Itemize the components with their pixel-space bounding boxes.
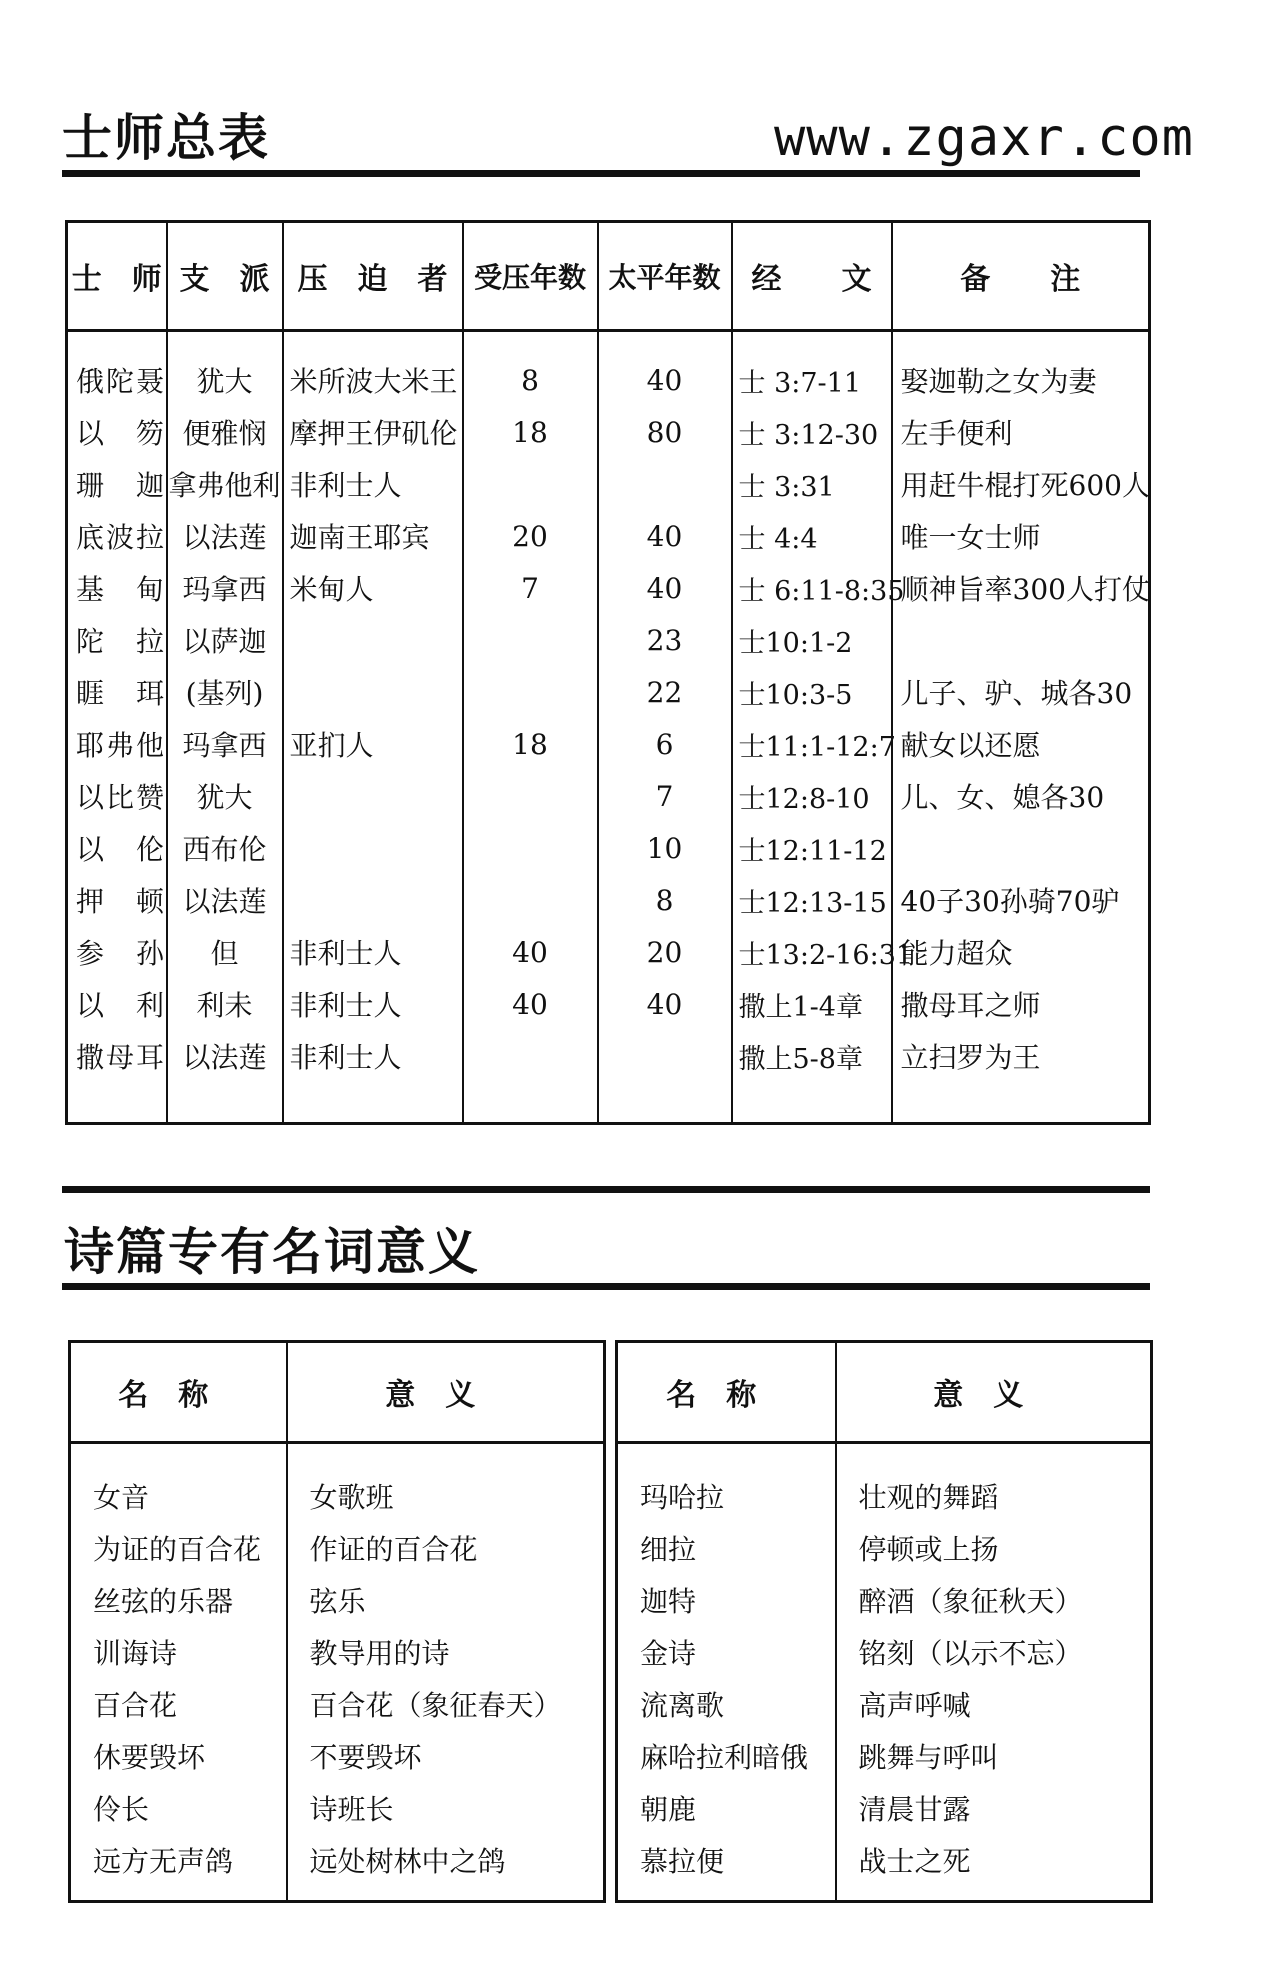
cell-tribe: 以法莲 bbox=[167, 510, 283, 562]
table-row bbox=[67, 614, 1150, 666]
cell-oppression-years: 8 bbox=[463, 331, 598, 407]
cell-name: 伶长 bbox=[70, 1782, 287, 1834]
cell-scripture: 士12:13-15 bbox=[732, 874, 892, 926]
cell-peace-years: 40 bbox=[598, 978, 732, 1030]
cell-peace-years: 6 bbox=[598, 718, 732, 770]
table-header-row bbox=[67, 222, 1150, 331]
cell-peace-years: 22 bbox=[598, 666, 732, 718]
cell-judge: 底波拉 bbox=[67, 510, 167, 562]
table-row bbox=[70, 1626, 605, 1678]
cell-tribe: 西布伦 bbox=[167, 822, 283, 874]
cell-name: 麻哈拉利暗俄 bbox=[617, 1730, 836, 1782]
cell-tribe: 以法莲 bbox=[167, 874, 283, 926]
cell-scripture: 士12:8-10 bbox=[732, 770, 892, 822]
table-row bbox=[70, 1782, 605, 1834]
cell-peace-years: 40 bbox=[598, 331, 732, 407]
cell-judge: 俄陀聂 bbox=[67, 331, 167, 407]
cell-name: 女音 bbox=[70, 1443, 287, 1523]
cell-meaning: 跳舞与呼叫 bbox=[858, 1741, 999, 1774]
cell-notes bbox=[892, 614, 1150, 666]
table-row bbox=[67, 874, 1150, 926]
cell-notes: 撒母耳之师 bbox=[900, 989, 1041, 1022]
table-row bbox=[617, 1522, 1152, 1574]
cell-judge: 撒母耳 bbox=[67, 1030, 167, 1124]
watermark-url: www.zgaxr.com bbox=[774, 108, 1194, 168]
table-row bbox=[67, 978, 1150, 1030]
cell-oppressor bbox=[283, 666, 463, 718]
cell-scripture: 士 4:4 bbox=[732, 510, 892, 562]
cell-oppression-years: 20 bbox=[463, 510, 598, 562]
table-row bbox=[617, 1782, 1152, 1834]
cell-meaning: 百合花（象征春天） bbox=[309, 1689, 562, 1722]
cell-tribe: 以萨迦 bbox=[167, 614, 283, 666]
cell-oppression-years bbox=[463, 874, 598, 926]
section-rule bbox=[62, 170, 1140, 177]
table-row bbox=[67, 1030, 1150, 1124]
cell-judge: 以比赞 bbox=[67, 770, 167, 822]
cell-judge: 基 甸 bbox=[67, 562, 167, 614]
cell-name: 慕拉便 bbox=[617, 1834, 836, 1902]
cell-meaning: 弦乐 bbox=[309, 1585, 366, 1618]
header-meaning: 意义 bbox=[287, 1342, 605, 1443]
cell-tribe: 拿弗他利 bbox=[167, 458, 283, 510]
header-judge: 士 师 bbox=[67, 222, 167, 331]
cell-meaning: 高声呼喊 bbox=[858, 1689, 971, 1722]
cell-oppression-years: 18 bbox=[463, 406, 598, 458]
header-oppression-years: 受压年数 bbox=[463, 222, 598, 331]
header-oppressor: 压 迫 者 bbox=[283, 222, 463, 331]
cell-oppressor bbox=[283, 770, 463, 822]
cell-scripture: 撒上1-4章 bbox=[732, 978, 892, 1030]
table-row bbox=[617, 1574, 1152, 1626]
cell-name: 远方无声鸽 bbox=[70, 1834, 287, 1902]
table-row bbox=[67, 458, 1150, 510]
cell-meaning: 远处树林中之鸽 bbox=[309, 1845, 506, 1878]
cell-oppression-years bbox=[463, 822, 598, 874]
header-peace-years: 太平年数 bbox=[598, 222, 732, 331]
judges-table bbox=[65, 220, 1151, 1125]
table-row bbox=[67, 770, 1150, 822]
cell-oppressor bbox=[283, 874, 463, 926]
cell-meaning: 醉酒（象征秋天） bbox=[858, 1585, 1083, 1618]
table-row bbox=[617, 1678, 1152, 1730]
cell-scripture: 士12:11-12 bbox=[732, 822, 892, 874]
header-name: 名称 bbox=[70, 1342, 287, 1443]
cell-name: 百合花 bbox=[70, 1678, 287, 1730]
cell-notes: 顺神旨率300人打仗 bbox=[900, 573, 1150, 606]
cell-oppressor: 非利士人 bbox=[283, 458, 463, 510]
cell-scripture: 士10:3-5 bbox=[732, 666, 892, 718]
cell-meaning: 女歌班 bbox=[309, 1481, 394, 1514]
table-row bbox=[617, 1730, 1152, 1782]
header-name: 名称 bbox=[617, 1342, 836, 1443]
table-row bbox=[70, 1834, 605, 1902]
cell-judge: 以 笏 bbox=[67, 406, 167, 458]
cell-tribe: 犹大 bbox=[167, 331, 283, 407]
cell-notes: 儿、女、媳各30 bbox=[900, 781, 1105, 814]
cell-tribe: 便雅悯 bbox=[167, 406, 283, 458]
cell-oppressor: 迦南王耶宾 bbox=[283, 510, 463, 562]
cell-name: 流离歌 bbox=[617, 1678, 836, 1730]
cell-meaning: 教导用的诗 bbox=[309, 1637, 450, 1670]
cell-name: 细拉 bbox=[617, 1522, 836, 1574]
cell-scripture: 撒上5-8章 bbox=[732, 1030, 892, 1124]
cell-oppression-years: 40 bbox=[463, 978, 598, 1030]
cell-meaning: 不要毁坏 bbox=[309, 1741, 422, 1774]
cell-notes: 左手便利 bbox=[900, 417, 1013, 450]
cell-notes: 献女以还愿 bbox=[900, 729, 1041, 762]
cell-judge: 以 伦 bbox=[67, 822, 167, 874]
table-row bbox=[70, 1574, 605, 1626]
header-tribe: 支 派 bbox=[167, 222, 283, 331]
cell-notes: 立扫罗为王 bbox=[900, 1041, 1041, 1074]
table-row bbox=[67, 562, 1150, 614]
cell-meaning: 清晨甘露 bbox=[858, 1793, 971, 1826]
section-rule bbox=[62, 1283, 1150, 1290]
cell-name: 迦特 bbox=[617, 1574, 836, 1626]
cell-notes: 用赶牛棍打死600人 bbox=[900, 469, 1150, 502]
cell-tribe: 玛拿西 bbox=[167, 562, 283, 614]
cell-scripture: 士 3:7-11 bbox=[732, 331, 892, 407]
cell-peace-years: 7 bbox=[598, 770, 732, 822]
cell-meaning: 作证的百合花 bbox=[309, 1533, 478, 1566]
cell-tribe: 犹大 bbox=[167, 770, 283, 822]
cell-meaning: 铭刻（以示不忘） bbox=[858, 1637, 1083, 1670]
table-row bbox=[67, 331, 1150, 407]
table-row bbox=[67, 666, 1150, 718]
cell-peace-years bbox=[598, 1030, 732, 1124]
psalms-table-right bbox=[615, 1340, 1153, 1903]
cell-scripture: 士 3:31 bbox=[732, 458, 892, 510]
cell-peace-years: 20 bbox=[598, 926, 732, 978]
cell-oppressor bbox=[283, 822, 463, 874]
table-row bbox=[617, 1443, 1152, 1523]
header-scripture: 经 文 bbox=[732, 222, 892, 331]
table-row bbox=[70, 1443, 605, 1523]
cell-scripture: 士13:2-16:31 bbox=[732, 926, 892, 978]
cell-oppression-years: 40 bbox=[463, 926, 598, 978]
cell-tribe: 利未 bbox=[167, 978, 283, 1030]
header-notes: 备 注 bbox=[892, 222, 1150, 331]
cell-oppressor: 摩押王伊矶伦 bbox=[283, 406, 463, 458]
cell-name: 为证的百合花 bbox=[70, 1522, 287, 1574]
cell-peace-years: 80 bbox=[598, 406, 732, 458]
cell-meaning: 战士之死 bbox=[858, 1845, 971, 1878]
table-row bbox=[617, 1834, 1152, 1902]
cell-peace-years: 40 bbox=[598, 510, 732, 562]
section-title-psalms: 诗篇专有名词意义 bbox=[64, 1223, 480, 1281]
cell-scripture: 士 3:12-30 bbox=[732, 406, 892, 458]
cell-oppressor: 亚扪人 bbox=[283, 718, 463, 770]
table-row bbox=[617, 1626, 1152, 1678]
cell-tribe: 以法莲 bbox=[167, 1030, 283, 1124]
cell-notes: 能力超众 bbox=[900, 937, 1013, 970]
cell-name: 朝鹿 bbox=[617, 1782, 836, 1834]
cell-scripture: 士 6:11-8:35 bbox=[732, 562, 892, 614]
table-header-row bbox=[617, 1342, 1152, 1443]
table-row bbox=[67, 718, 1150, 770]
cell-judge: 陀 拉 bbox=[67, 614, 167, 666]
section-title-judges: 士师总表 bbox=[62, 109, 270, 167]
cell-tribe: 玛拿西 bbox=[167, 718, 283, 770]
cell-notes: 娶迦勒之女为妻 bbox=[900, 365, 1097, 398]
cell-oppressor: 米所波大米王 bbox=[283, 331, 463, 407]
cell-scripture: 士10:1-2 bbox=[732, 614, 892, 666]
cell-notes: 唯一女士师 bbox=[900, 521, 1041, 554]
cell-judge: 押 顿 bbox=[67, 874, 167, 926]
cell-meaning: 停顿或上扬 bbox=[858, 1533, 999, 1566]
cell-oppression-years: 7 bbox=[463, 562, 598, 614]
cell-meaning: 诗班长 bbox=[309, 1793, 394, 1826]
cell-judge: 珊 迦 bbox=[67, 458, 167, 510]
cell-notes: 40子30孙骑70驴 bbox=[900, 885, 1120, 918]
cell-peace-years bbox=[598, 458, 732, 510]
cell-judge: 以 利 bbox=[67, 978, 167, 1030]
cell-name: 金诗 bbox=[617, 1626, 836, 1678]
cell-peace-years: 8 bbox=[598, 874, 732, 926]
cell-oppressor: 非利士人 bbox=[283, 1030, 463, 1124]
cell-oppression-years bbox=[463, 770, 598, 822]
cell-notes bbox=[892, 822, 1150, 874]
cell-peace-years: 10 bbox=[598, 822, 732, 874]
table-row bbox=[67, 406, 1150, 458]
cell-meaning: 壮观的舞蹈 bbox=[858, 1481, 999, 1514]
section-rule bbox=[62, 1186, 1150, 1193]
cell-tribe: (基列) bbox=[167, 666, 283, 718]
cell-judge: 睚 珥 bbox=[67, 666, 167, 718]
cell-oppression-years bbox=[463, 1030, 598, 1124]
cell-name: 训诲诗 bbox=[70, 1626, 287, 1678]
cell-oppression-years: 18 bbox=[463, 718, 598, 770]
cell-judge: 耶弗他 bbox=[67, 718, 167, 770]
table-row bbox=[67, 822, 1150, 874]
cell-peace-years: 40 bbox=[598, 562, 732, 614]
cell-oppression-years bbox=[463, 458, 598, 510]
table-row bbox=[70, 1730, 605, 1782]
cell-tribe: 但 bbox=[167, 926, 283, 978]
table-row bbox=[67, 926, 1150, 978]
cell-name: 丝弦的乐器 bbox=[70, 1574, 287, 1626]
table-row bbox=[70, 1522, 605, 1574]
table-row bbox=[70, 1678, 605, 1730]
table-header-row bbox=[70, 1342, 605, 1443]
header-meaning: 意义 bbox=[836, 1342, 1152, 1443]
table-row bbox=[67, 510, 1150, 562]
cell-oppression-years bbox=[463, 614, 598, 666]
cell-oppression-years bbox=[463, 666, 598, 718]
cell-oppressor: 非利士人 bbox=[283, 926, 463, 978]
cell-name: 休要毁坏 bbox=[70, 1730, 287, 1782]
psalms-table-left bbox=[68, 1340, 606, 1903]
cell-name: 玛哈拉 bbox=[617, 1443, 836, 1523]
cell-peace-years: 23 bbox=[598, 614, 732, 666]
cell-oppressor: 非利士人 bbox=[283, 978, 463, 1030]
cell-oppressor: 米甸人 bbox=[283, 562, 463, 614]
cell-scripture: 士11:1-12:7 bbox=[732, 718, 892, 770]
cell-notes: 儿子、驴、城各30 bbox=[900, 677, 1133, 710]
cell-judge: 参 孙 bbox=[67, 926, 167, 978]
cell-oppressor bbox=[283, 614, 463, 666]
